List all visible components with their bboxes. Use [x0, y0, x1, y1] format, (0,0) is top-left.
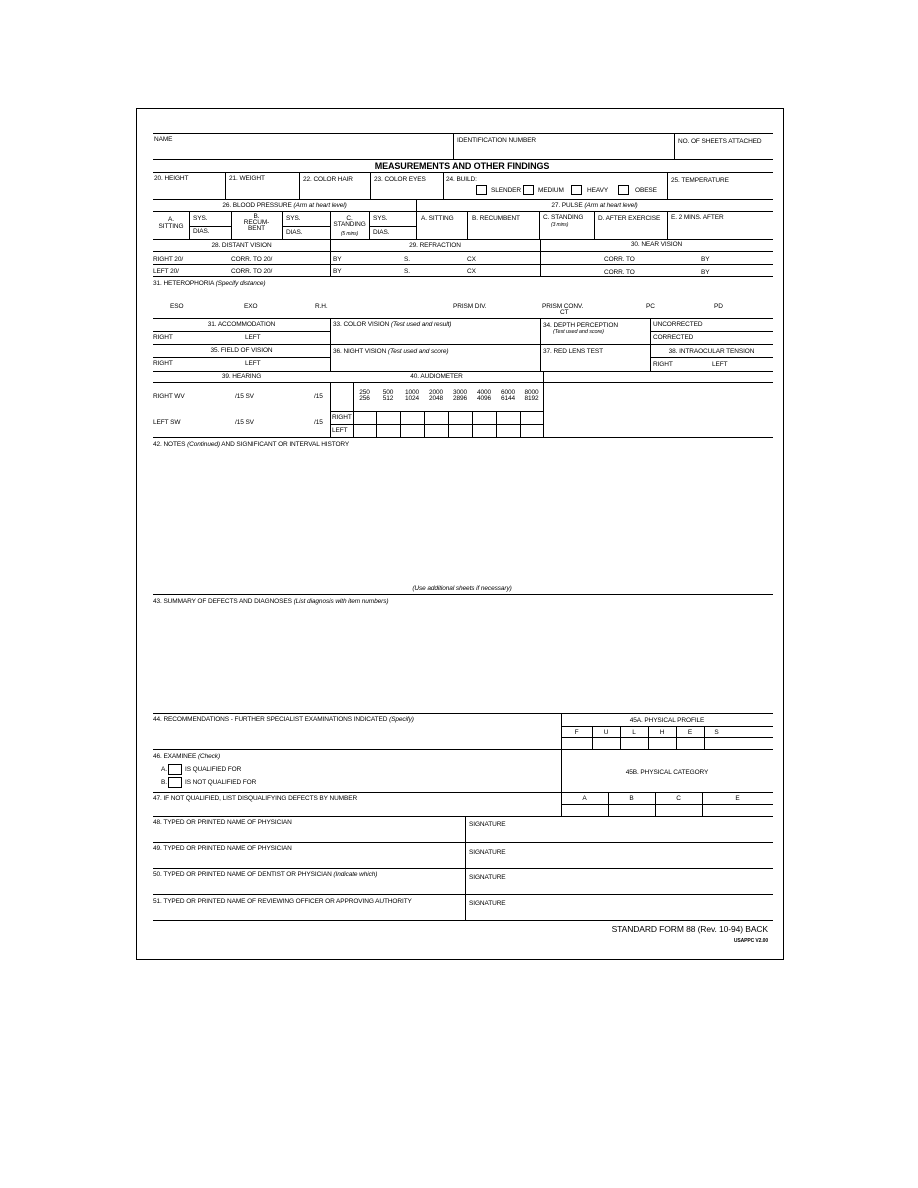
distant-vision-title: 28. DISTANT VISION [211, 242, 272, 249]
pulse-standing-note: (3 mins) [551, 222, 569, 228]
freq-500: 500 512 [382, 389, 394, 402]
build-obese-label: OBESE [635, 187, 657, 194]
physician-name-label-1: 48. TYPED OR PRINTED NAME OF PHYSICIAN [153, 819, 292, 826]
ct-label: CT [560, 309, 569, 316]
physical-profile-title: 45A. PHYSICAL PROFILE [629, 717, 705, 724]
left-sw-label: LEFT SW [153, 419, 181, 426]
pulse-title: 27. PULSE (Arm at heart level) [551, 202, 638, 209]
audiometer-right: RIGHT [332, 414, 352, 421]
refr-right-s: S. [404, 256, 410, 263]
profile-col-u: U [603, 729, 609, 736]
section-title: MEASUREMENTS AND OTHER FINDINGS [374, 161, 550, 171]
category-col-a: A [582, 795, 587, 802]
right-slash15: /15 [314, 393, 323, 400]
near-left-corr: CORR. TO [604, 269, 635, 276]
freq-3000: 3000 2896 [452, 389, 468, 402]
left-corr-label: CORR. TO 20/ [231, 268, 273, 275]
qualified-label: IS QUALIFIED FOR [185, 766, 242, 773]
rh-label: R.H. [315, 303, 328, 310]
field-right: RIGHT [153, 360, 173, 367]
intraocular-left: LEFT [712, 361, 728, 368]
pulse-standing-label: C. STANDING [543, 214, 584, 221]
weight-label: 21. WEIGHT [229, 175, 265, 182]
notes-label: 42. NOTES (Continued) AND SIGNIFICANT OR INTERVAL HISTORY [153, 441, 350, 448]
form-number: STANDARD FORM 88 (Rev. 10-94) BACK [611, 924, 768, 934]
identification-number-label: IDENTIFICATION NUMBER [457, 137, 537, 144]
field-left: LEFT [245, 360, 261, 367]
signature-label-3: SIGNATURE [469, 874, 506, 881]
bp-standing-note: (5 mins) [340, 231, 359, 237]
heterophoria-title: 31. HETEROPHORIA (Specify distance) [153, 280, 266, 287]
dentist-name-label: 50. TYPED OR PRINTED NAME OF DENTIST OR PHYSICIAN (Indicate which) [153, 871, 378, 878]
pd-label: PD [714, 303, 723, 310]
refraction-title: 29. REFRACTION [409, 242, 461, 249]
form-version: USAPPC V2.00 [733, 938, 768, 944]
examinee-b: B. [161, 779, 167, 786]
near-left-by: BY [701, 269, 710, 276]
refr-left-cx: CX [467, 268, 476, 275]
temperature-label: 25. TEMPERATURE [671, 177, 729, 184]
not-qualified-label: IS NOT QUALIFIED FOR [185, 779, 257, 786]
right-wv-label: RIGHT WV [153, 393, 185, 400]
profile-col-f: F [574, 729, 579, 736]
corrected-label: CORRECTED [653, 334, 694, 341]
bp-sitting-label: A. SITTING [158, 216, 184, 230]
color-eyes-label: 23. COLOR EYES [374, 176, 426, 183]
right-corr-label: CORR. TO 20/ [231, 256, 273, 263]
accommodation-right: RIGHT [153, 334, 173, 341]
audiometer-left: LEFT [332, 427, 348, 434]
freq-1000: 1000 1024 [404, 389, 420, 402]
build-slender-checkbox[interactable] [476, 185, 487, 195]
build-slender-label: SLENDER [491, 187, 522, 194]
signature-label-4: SIGNATURE [469, 900, 506, 907]
physician-name-label-2: 49. TYPED OR PRINTED NAME OF PHYSICIAN [153, 845, 292, 852]
build-heavy-checkbox[interactable] [571, 185, 582, 195]
near-right-corr: CORR. TO [604, 256, 635, 263]
examinee-label: 46. EXAMINEE (Check) [153, 753, 221, 760]
exo-label: EXO [244, 303, 258, 310]
left-sv15: /15 SV [235, 419, 254, 426]
freq-8000: 8000 8192 [524, 389, 539, 402]
intraocular-title: 38. INTRAOCULAR TENSION [668, 348, 755, 355]
uncorrected-label: UNCORRECTED [653, 321, 703, 328]
summary-label: 43. SUMMARY OF DEFECTS AND DIAGNOSES (List diagnosis with item numbers) [153, 598, 389, 605]
pulse-recumbent-label: B. RECUMBENT [472, 215, 520, 222]
bp-standing-label: C. STANDING [333, 215, 366, 229]
name-label: NAME [154, 136, 173, 143]
refr-right-by: BY [333, 256, 342, 263]
depth-perception-label: 34. DEPTH PERCEPTION [543, 322, 618, 329]
refr-left-by: BY [333, 268, 342, 275]
sheets-attached-label: NO. OF SHEETS ATTACHED [678, 138, 762, 145]
near-vision-title: 30. NEAR VISION [630, 241, 683, 248]
signature-label-2: SIGNATURE [469, 849, 506, 856]
color-vision-label: 33. COLOR VISION (Test used and result) [333, 321, 452, 328]
category-col-e: E [735, 795, 740, 802]
bp-recumbent-label: B. RECUM- BENT [243, 213, 270, 233]
examinee-a: A. [161, 766, 167, 773]
bp-standing-sys: SYS. [373, 215, 388, 222]
intraocular-right: RIGHT [653, 361, 673, 368]
freq-250: 250 256 [359, 389, 370, 402]
freq-2000: 2000 2048 [428, 389, 444, 402]
depth-perception-note: (Test used and score) [553, 329, 604, 335]
notes-footer: (Use additional sheets if necessary) [412, 585, 512, 592]
reviewing-name-label: 51. TYPED OR PRINTED NAME OF REVIEWING OFFICER OR APPROVING AUTHORITY [153, 898, 412, 905]
audiometer-title: 40. AUDIOMETER [410, 373, 463, 380]
bp-standing-dias: DIAS. [373, 229, 390, 236]
build-label: 24. BUILD: [446, 176, 477, 183]
color-hair-label: 22. COLOR HAIR [303, 176, 353, 183]
profile-col-l: L [632, 729, 636, 736]
pulse-two-mins-label: E. 2 MINS. AFTER [671, 214, 724, 221]
disqualifying-label: 47. IF NOT QUALIFIED, LIST DISQUALIFYING DEFECTS BY NUMBER [153, 795, 358, 802]
form-page [136, 108, 784, 960]
signature-label-1: SIGNATURE [469, 821, 506, 828]
bp-sitting-sys: SYS. [193, 215, 208, 222]
build-medium-checkbox[interactable] [523, 185, 534, 195]
bp-recumbent-dias: DIAS. [286, 229, 303, 236]
not-qualified-checkbox[interactable] [168, 777, 182, 788]
category-col-c: C [676, 795, 681, 802]
red-lens-label: 37. RED LENS TEST [543, 348, 603, 355]
build-heavy-label: HEAVY [587, 187, 609, 194]
build-obese-checkbox[interactable] [618, 185, 629, 195]
night-vision-label: 36. NIGHT VISION (Test used and score) [333, 348, 449, 355]
prism-conv-label: PRISM CONV. [542, 303, 584, 310]
bp-recumbent-sys: SYS. [286, 215, 301, 222]
eso-label: ESO [170, 303, 184, 310]
right-sv15: /15 SV [235, 393, 254, 400]
qualified-checkbox[interactable] [168, 764, 182, 775]
pulse-after-exercise-label: D. AFTER EXERCISE [598, 215, 661, 222]
recommendations-label: 44. RECOMMENDATIONS - FURTHER SPECIALIST EXAMINATIONS INDICATED (Specify) [153, 716, 414, 723]
left-slash15: /15 [314, 419, 323, 426]
refr-right-cx: CX [467, 256, 476, 263]
profile-col-s: S [714, 729, 719, 736]
profile-col-e: E [687, 729, 693, 736]
height-label: 20. HEIGHT [154, 175, 189, 182]
refr-left-s: S. [404, 268, 410, 275]
pulse-sitting-label: A. SITTING [421, 215, 454, 222]
bp-sitting-dias: DIAS. [193, 228, 210, 235]
hearing-title: 39. HEARING [221, 373, 262, 380]
right-20-label: RIGHT 20/ [153, 256, 184, 263]
freq-4000: 4000 4096 [476, 389, 492, 402]
near-right-by: BY [701, 256, 710, 263]
field-of-vision-title: 35. FIELD OF VISION [210, 347, 273, 354]
accommodation-title: 31. ACCOMMODATION [207, 321, 276, 328]
blood-pressure-title: 26. BLOOD PRESSURE (Arm at heart level) [222, 202, 347, 209]
pc-label: PC [646, 303, 655, 310]
prism-div-label: PRISM DIV. [453, 303, 487, 310]
category-col-b: B [629, 795, 634, 802]
accommodation-left: LEFT [245, 334, 261, 341]
freq-6000: 6000 6144 [500, 389, 516, 402]
profile-col-h: H [659, 729, 665, 736]
build-medium-label: MEDIUM [538, 187, 564, 194]
left-20-label: LEFT 20/ [153, 268, 179, 275]
physical-category-title: 45B. PHYSICAL CATEGORY [625, 769, 709, 776]
